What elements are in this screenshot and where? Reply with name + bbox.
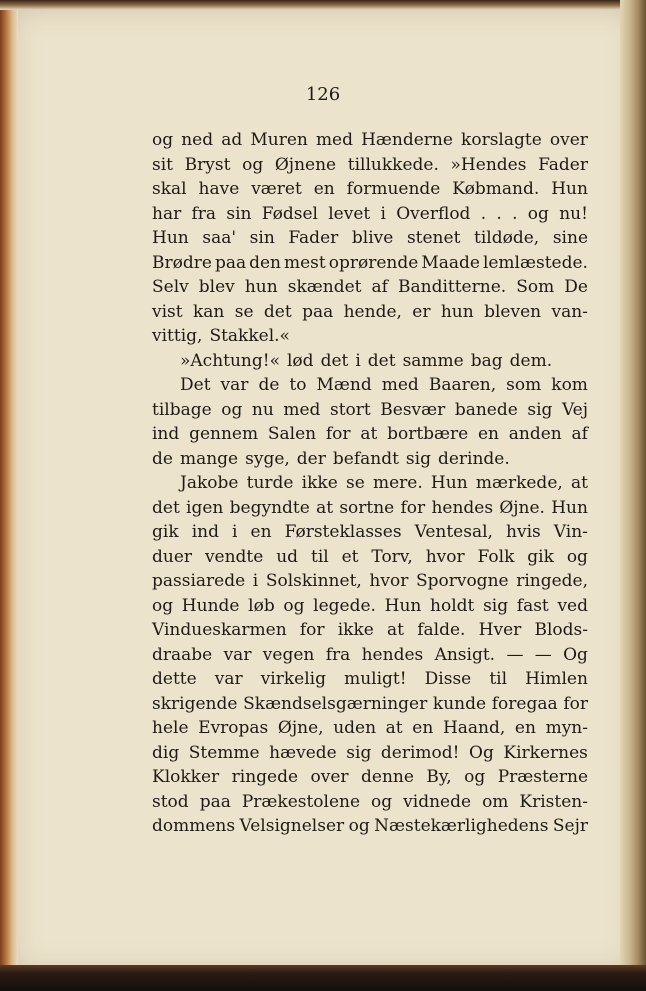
text-line: Det var de to Mænd med Baaren, som kom	[180, 375, 588, 395]
text-line: stod paa Prækestolene og vidnede om Kristen-	[152, 791, 588, 812]
text-line: hele Evropas Øjne, uden at en Haand, en myn-	[152, 718, 588, 738]
text-line: duer vendte ud til et Torv, hvor Folk gik og	[152, 546, 588, 567]
text-line: dig Stemme hævede sig derimod! Og Kirkernes	[152, 742, 588, 763]
text-line: har fra sin Fødsel levet i Overflod . . . og nu!	[152, 203, 588, 224]
text-line: gik ind i en Førsteklasses Ventesal, hvis Vin-	[152, 522, 588, 542]
text-line: Brødre paa den mest oprørende Maade lemlæstede.	[152, 252, 588, 273]
text-line: skal have været en formuende Købmand. Hun	[152, 179, 588, 199]
text-line: »Achtung!« lød det i det samme bag dem.	[180, 350, 553, 371]
book-cover-top-edge	[0, 0, 646, 10]
text-line: vist kan se det paa hende, er hun bleven van-	[152, 301, 588, 322]
text-line: passiarede i Solskinnet, hvor Sporvogne ringede,	[152, 571, 588, 591]
text-line: tilbage og nu med stort Besvær banede sig Vej	[152, 399, 588, 420]
text-line: skrigende Skændselsgærninger kunde foregaa for	[152, 693, 588, 714]
book-cover-left-edge	[0, 0, 18, 991]
text-line: Selv blev hun skændet af Banditterne. Som De	[152, 277, 588, 297]
text-line: det igen begyndte at sortne for hendes Øjne. Hun	[152, 497, 588, 518]
page-number: 126	[305, 84, 341, 105]
text-line: draabe var vegen fra hendes Ansigt. — — Og	[152, 644, 588, 665]
text-line: de mange syge, der befandt sig derinde.	[152, 448, 510, 469]
text-line: ind gennem Salen for at bortbære en anden af	[152, 424, 588, 444]
text-line: dette var virkelig muligt! Disse til Himlen	[152, 669, 588, 689]
text-line: vittig, Stakkel.«	[152, 326, 290, 346]
page-stack-right-edge	[620, 0, 646, 991]
text-line: sit Bryst og Øjnene tillukkede. »Hendes Fader	[152, 154, 588, 175]
text-line: dommens Velsignelser og Næstekærlighedens Sejr	[152, 816, 588, 836]
body-text	[152, 128, 588, 839]
book-cover-bottom-edge	[0, 965, 646, 991]
text-line: Jakobe turde ikke se mere. Hun mærkede, at	[180, 473, 588, 493]
text-line: og Hunde løb og legede. Hun holdt sig fast ved	[152, 595, 588, 616]
text-line: og ned ad Muren med Hænderne korslagte over	[152, 130, 588, 150]
text-line: Hun saa' sin Fader blive stenet tildøde, sine	[152, 228, 588, 248]
text-line: Vindueskarmen for ikke at falde. Hver Blods-	[152, 620, 588, 640]
text-line: Klokker ringede over denne By, og Præsterne	[152, 767, 588, 787]
